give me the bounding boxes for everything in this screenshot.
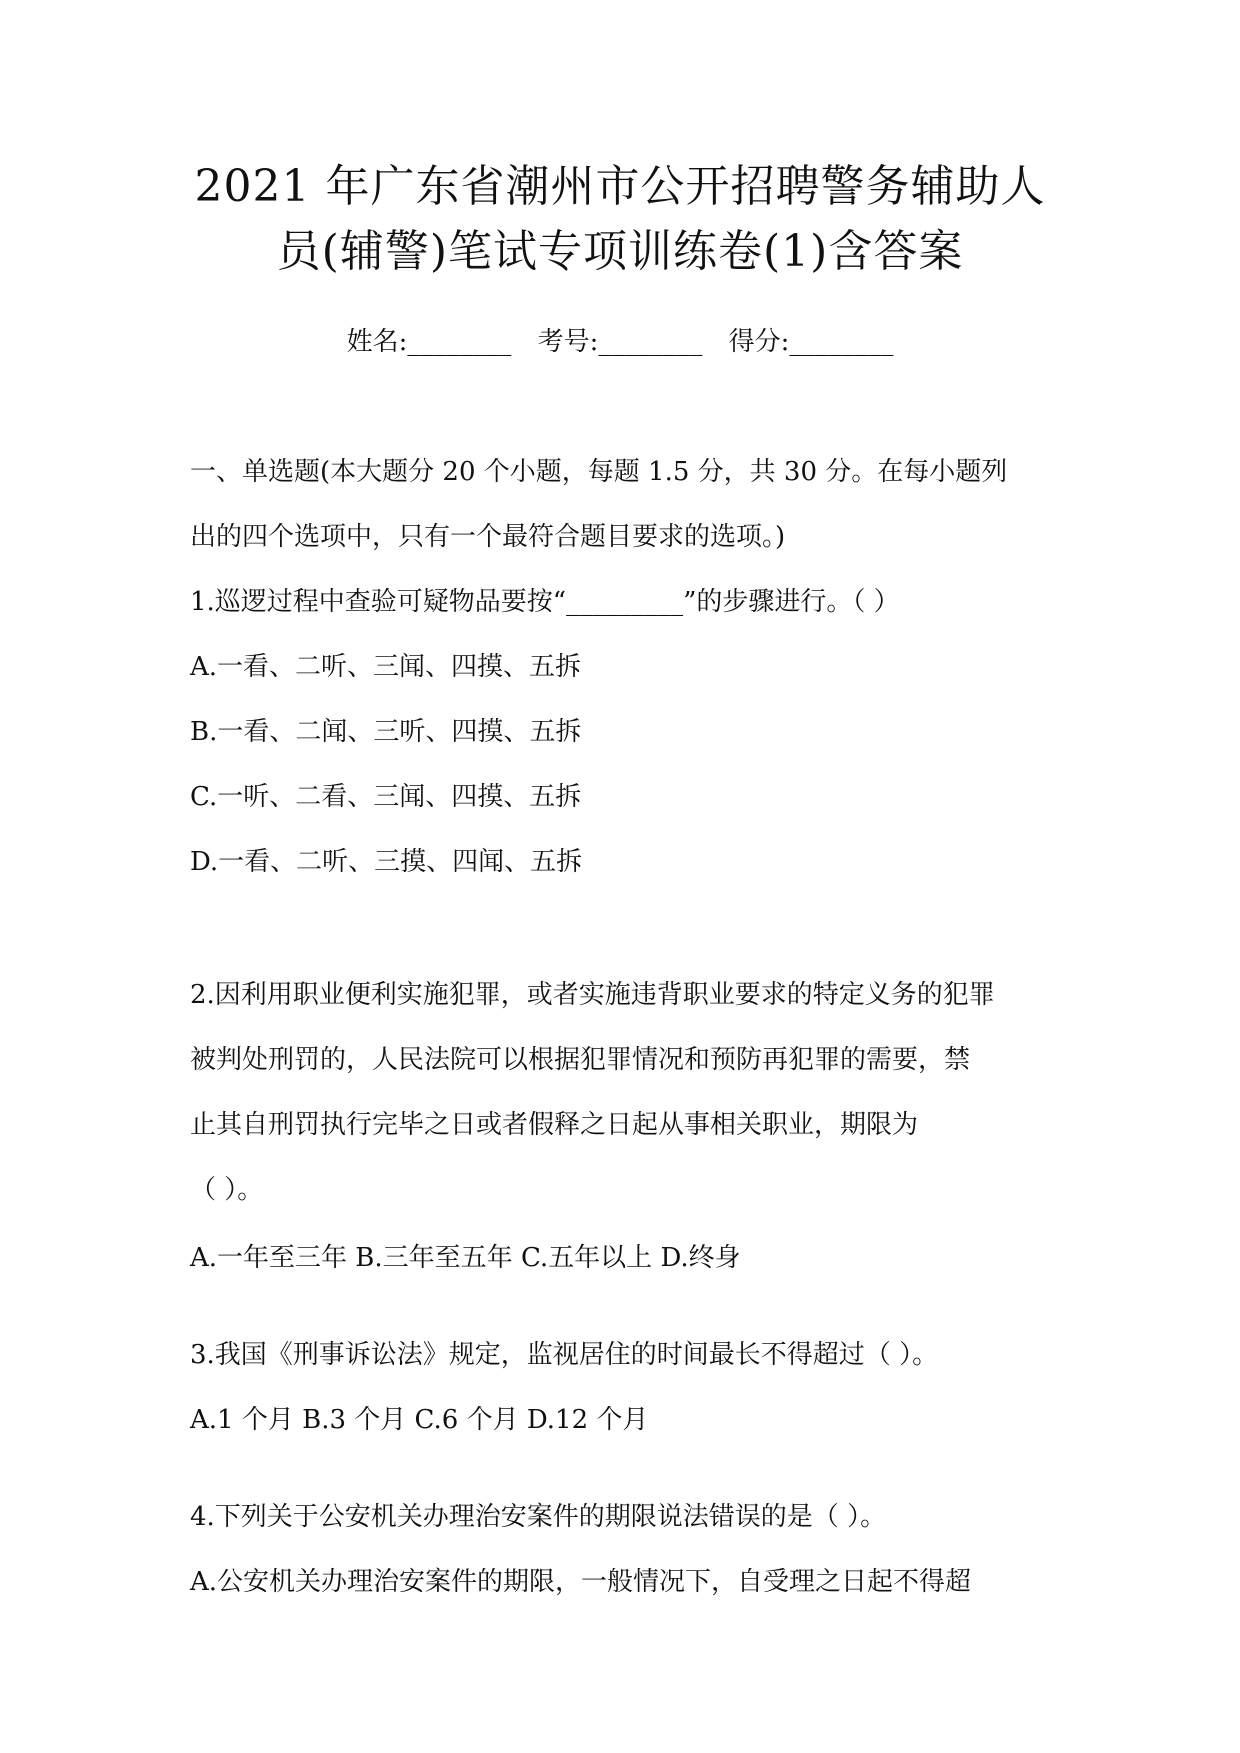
question-1-option-d: D.一看、二听、三摸、四闻、五拆 <box>190 847 583 877</box>
question-1-option-b: B.一看、二闻、三听、四摸、五拆 <box>190 717 582 747</box>
question-2-stem-line-3: 止其自刑罚执行完毕之日或者假释之日起从事相关职业，期限为 <box>190 1110 919 1140</box>
question-4-option-a: A.公安机关办理治安案件的期限，一般情况下，自受理之日起不得超 <box>190 1567 972 1597</box>
exam-number-field-label: 考号:________ <box>537 327 703 357</box>
page-title-line-2: 员(辅警)笔试专项训练卷(1)含答案 <box>276 226 964 277</box>
page-title-line-1: 2021 年广东省潮州市公开招聘警务辅助人 <box>194 161 1046 212</box>
candidate-info-row <box>0 322 1240 362</box>
question-3-stem: 3.我国《刑事诉讼法》规定，监视居住的时间最长不得超过（ ）。 <box>190 1340 939 1370</box>
name-field-label: 姓名:________ <box>346 327 512 357</box>
question-1-stem: 1.巡逻过程中查验可疑物品要按“_________”的步骤进行。（ ） <box>190 587 900 617</box>
question-2-stem-line-1: 2.因利用职业便利实施犯罪，或者实施违背职业要求的特定义务的犯罪 <box>190 980 995 1010</box>
question-2-stem-line-2: 被判处刑罚的，人民法院可以根据犯罪情况和预防再犯罪的需要，禁 <box>190 1045 971 1075</box>
question-3-options: A.1 个月 B.3 个月 C.6 个月 D.12 个月 <box>190 1405 649 1435</box>
question-4-stem: 4.下列关于公安机关办理治安案件的期限说法错误的是（ ）。 <box>190 1502 887 1532</box>
section-heading-line-2: 出的四个选项中，只有一个最符合题目要求的选项。) <box>190 522 786 552</box>
question-1-option-c: C.一听、二看、三闻、四摸、五拆 <box>190 782 582 812</box>
section-heading-line-1: 一、单选题(本大题分 20 个小题，每题 1.5 分，共 30 分。在每小题列 <box>190 457 1008 487</box>
question-2-stem-line-4: （ ）。 <box>190 1175 264 1205</box>
question-2-options: A.一年至三年 B.三年至五年 C.五年以上 D.终身 <box>190 1243 741 1273</box>
question-1-option-a: A.一看、二听、三闻、四摸、五拆 <box>190 652 582 682</box>
score-field-label: 得分:________ <box>728 327 894 357</box>
